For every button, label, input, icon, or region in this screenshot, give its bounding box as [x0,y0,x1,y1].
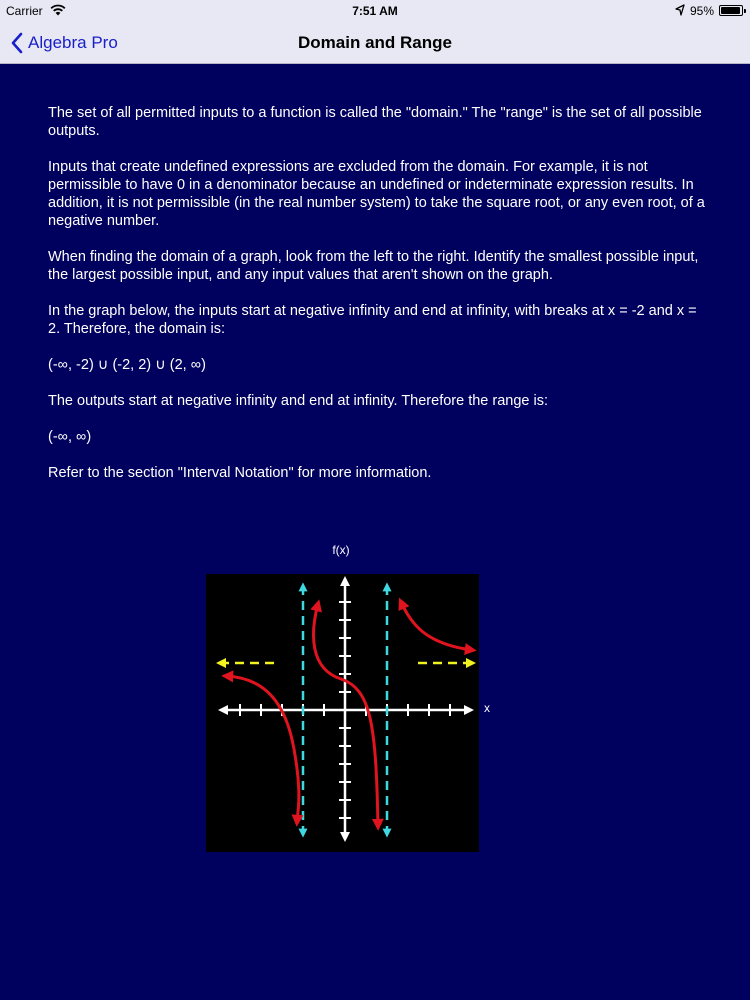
paragraph-finding-domain: When finding the domain of a graph, look from the left to the right. Identify the smallest possible input, the largest possible input, and any input values that aren't shown on the graph. [48,249,699,283]
function-graph [206,574,479,852]
battery-icon [719,5,743,16]
function-graph-canvas [206,574,479,852]
carrier-label: Carrier [6,4,43,18]
back-button-label: Algebra Pro [28,33,118,52]
battery-fill [721,7,740,14]
curve-left-branch [226,676,299,822]
curve-right-branch [401,602,472,650]
status-bar [0,0,750,22]
paragraph-range: The outputs start at negative infinity and end at infinity. Therefore the range is: [48,393,549,409]
status-time: 7:51 AM [352,4,398,18]
battery-percent: 95% [690,4,715,18]
paragraph-reference: Refer to the section "Interval Notation" for more information. [48,465,432,481]
location-arrow-icon [675,4,685,16]
range-interval: (-∞, ∞) [48,429,92,445]
paragraph-excluded-inputs: Inputs that create undefined expressions are excluded from the domain. For example, it is not permissible to have 0 in a denominator because an undefined or indeterminate expression results. In addition, it is not permissible (in the real number system) to take the square root, or any even root, of a negative number. [48,159,705,229]
paragraph-graph-domain: In the graph below, the inputs start at negative infinity and end at infinity, with breaks at x = -2 and x = 2. Therefore, the domain is: [48,303,697,337]
page-title: Domain and Range [298,33,452,52]
domain-interval: (-∞, -2) ∪ (-2, 2) ∪ (2, ∞) [48,357,206,373]
paragraph-domain-definition: The set of all permitted inputs to a function is called the "domain." The "range" is the set of all possible outputs. [48,105,702,139]
battery-nub [744,9,746,13]
content-text [48,104,708,500]
graph-x-axis-label: x [484,701,490,715]
graph-y-axis-label: f(x) [332,543,350,557]
navigation-bar [0,22,750,64]
